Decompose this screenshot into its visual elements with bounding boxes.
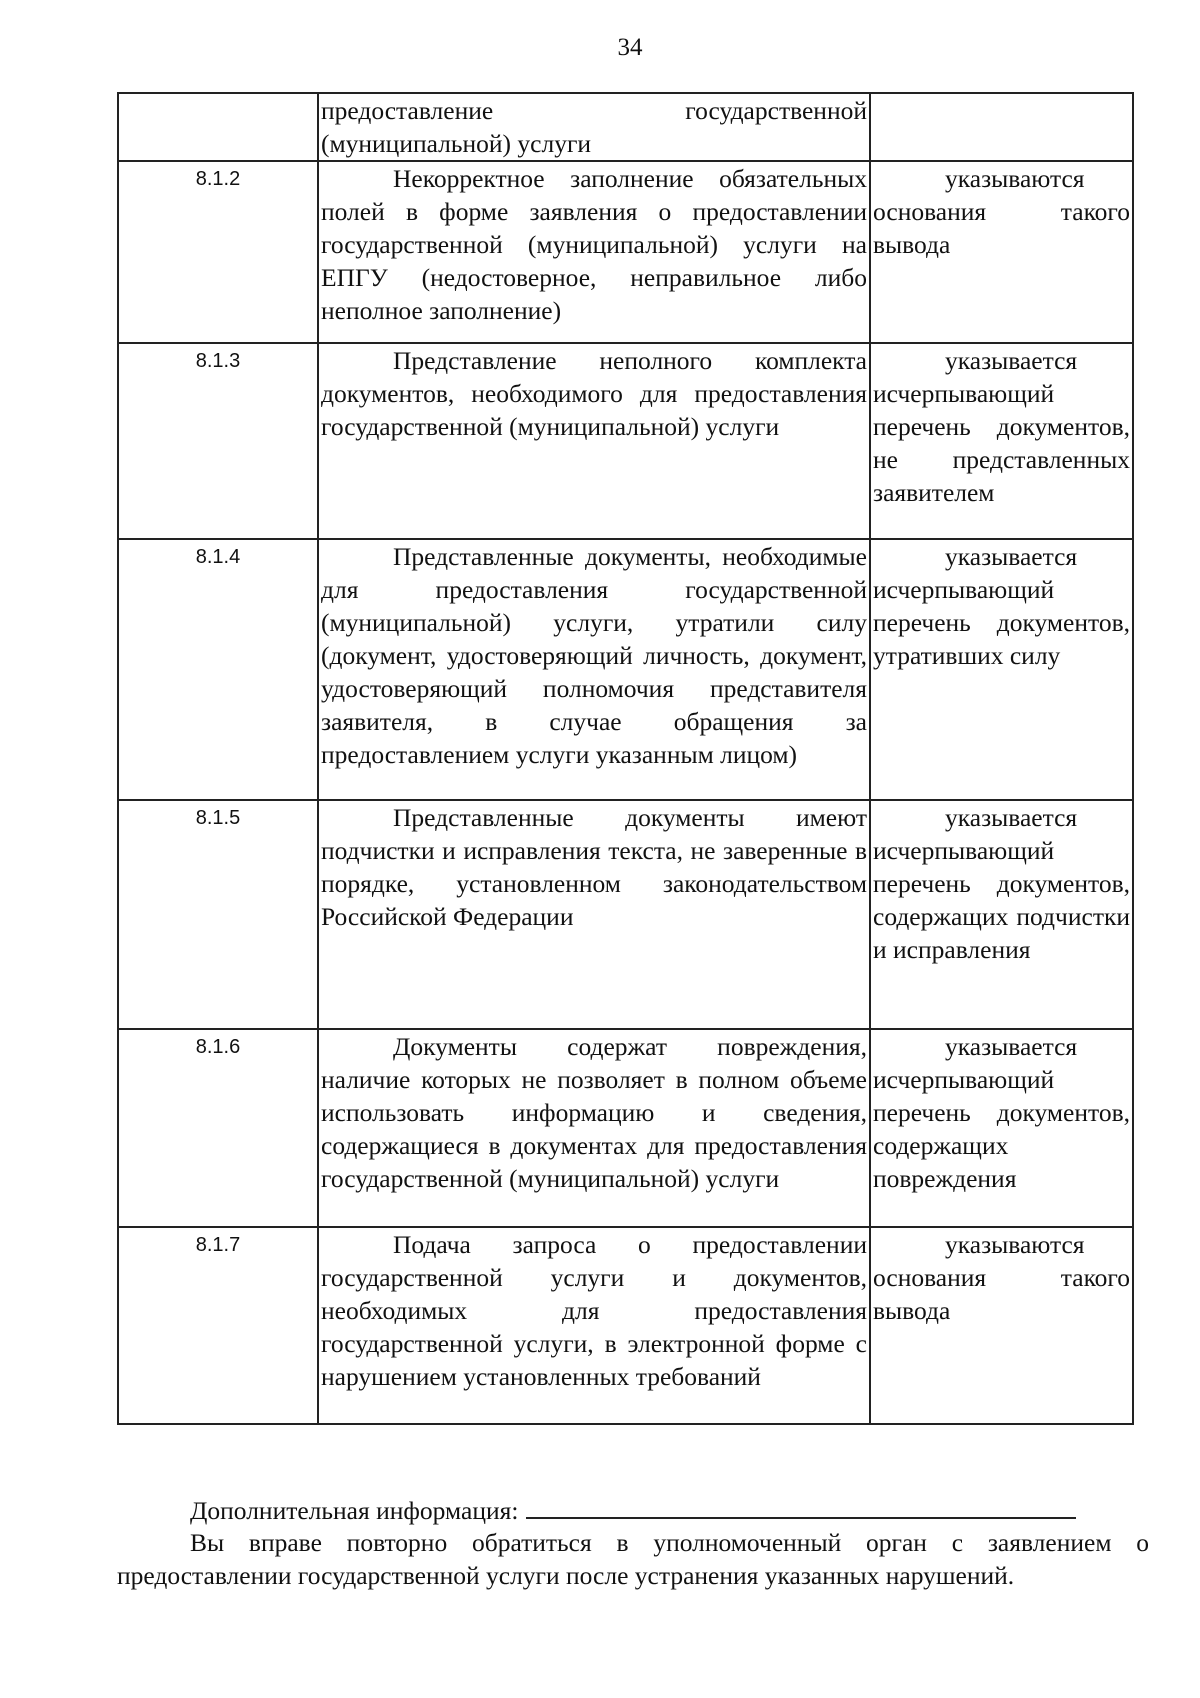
row-explanation [870,93,1133,161]
row-explanation-text: указывается исчерпывающий перечень документов, утративших силу [873,542,1130,670]
row-reason [318,93,870,161]
additional-info-line [190,1493,1200,1527]
row-reason [318,1227,870,1424]
table-row [118,93,1133,161]
table-row [118,161,1133,343]
page-number: 34 [617,34,643,61]
table-row [118,1227,1133,1424]
table-row [118,800,1133,1029]
row-explanation-text: указываются основания такого вывода [873,164,1130,259]
row-code: 8.1.5 [118,800,318,1029]
row-reason-text: Представленные документы имеют подчистки и исправления текста, не заверенные в порядке, установленном законодательством Российской Федерации [321,803,867,931]
resubmission-notice: Вы вправе повторно обратиться в уполномоченный орган с заявлением о предоставлении государственной услуги после устранения указанных нарушений. [117,1528,1149,1590]
row-explanation [870,161,1133,343]
additional-info-label: Дополнительная информация: [190,1496,519,1525]
row-explanation-text: указывается исчерпывающий перечень документов, не представленных заявителем [873,346,1130,507]
row-reason-text: предоставление государственной (муниципальной) услуги [321,96,867,158]
row-explanation-text: указываются основания такого вывода [873,1230,1130,1325]
row-reason [318,343,870,539]
row-reason [318,1029,870,1227]
row-explanation [870,800,1133,1029]
row-explanation-text: указывается исчерпывающий перечень документов, содержащих повреждения [873,1032,1130,1193]
row-explanation-text: указывается исчерпывающий перечень документов, содержащих подчистки и исправления [873,803,1130,964]
refusal-grounds-table [117,92,1134,1425]
row-reason-text: Некорректное заполнение обязательных полей в форме заявления о предоставлении государственной (муниципальной) услуги на ЕПГУ (недостоверное, неправильное либо неполное заполнение) [321,164,867,325]
row-explanation [870,343,1133,539]
row-code [118,93,318,161]
row-reason-text: Представление неполного комплекта документов, необходимого для предоставления государственной (муниципальной) услуги [321,346,867,441]
row-reason-text: Представленные документы, необходимые для предоставления государственной (муниципальной) услуги, утратили силу (документ, удостоверяющий личность, документ, удостоверяющий полномочия представителя заявителя, в случае обращения за предоставлением услуги указанным лицом) [321,542,867,769]
row-explanation [870,539,1133,800]
table-row [118,343,1133,539]
row-explanation [870,1227,1133,1424]
row-reason-text: Документы содержат повреждения, наличие которых не позволяет в полном объеме использовать информацию и сведения, содержащиеся в документах для предоставления государственной (муниципальной) услуги [321,1032,867,1193]
row-explanation [870,1029,1133,1227]
row-code: 8.1.7 [118,1227,318,1424]
additional-info-blank [526,1493,1076,1519]
row-reason [318,539,870,800]
row-reason [318,161,870,343]
row-code: 8.1.2 [118,161,318,343]
row-code: 8.1.6 [118,1029,318,1227]
row-code: 8.1.3 [118,343,318,539]
table-row [118,1029,1133,1227]
row-reason-text: Подача запроса о предоставлении государственной услуги и документов, необходимых для предоставления государственной услуги, в электронной форме с нарушением установленных требований [321,1230,867,1391]
table-row [118,539,1133,800]
row-code: 8.1.4 [118,539,318,800]
row-reason [318,800,870,1029]
